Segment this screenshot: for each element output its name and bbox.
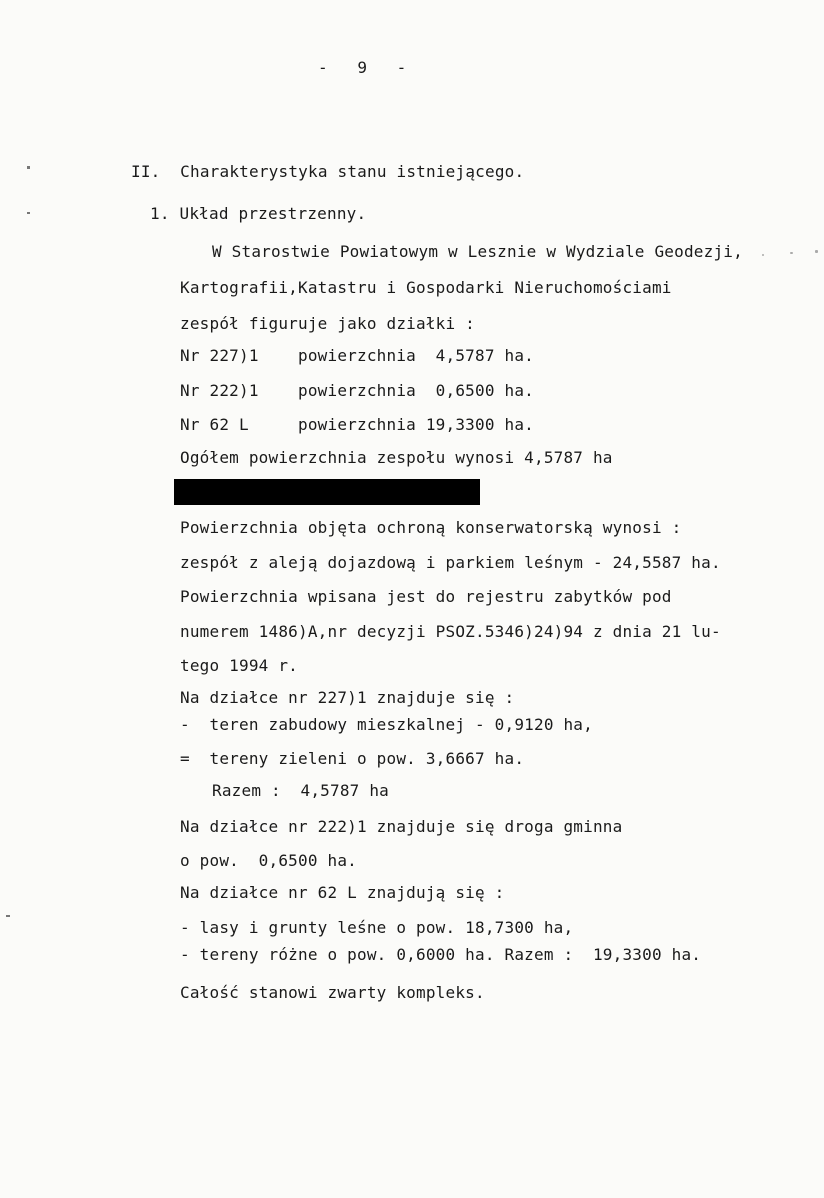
paragraph-line: zespół figuruje jako działki : (180, 314, 475, 333)
section-heading: II. Charakterystyka stanu istniejącego. (131, 162, 525, 181)
closing-line: Całość stanowi zwarty kompleks. (180, 983, 485, 1002)
margin-mark (27, 212, 30, 214)
parcel-line: Nr 227)1 powierzchnia 4,5787 ha. (180, 346, 534, 365)
scan-speck (762, 254, 764, 256)
scan-speck (790, 252, 793, 254)
paragraph-line: Na działce nr 227)1 znajduje się : (180, 688, 515, 707)
paragraph-line: Powierzchnia objęta ochroną konserwatorską wynosi : (180, 518, 682, 537)
paragraph-line: Na działce nr 222)1 znajduje się droga gminna (180, 817, 623, 836)
subsection-heading: 1. Układ przestrzenny. (150, 204, 367, 223)
redaction-bar (174, 479, 480, 505)
paragraph-line: numerem 1486)A,nr decyzji PSOZ.5346)24)94 z dnia 21 lu- (180, 622, 721, 641)
total-line: Ogółem powierzchnia zespołu wynosi 4,5787 ha (180, 448, 613, 467)
page-number: - 9 - (318, 58, 407, 77)
paragraph-line: Na działce nr 62 L znajdują się : (180, 883, 505, 902)
list-item: - lasy i grunty leśne o pow. 18,7300 ha, (180, 918, 574, 937)
list-item: = tereny zieleni o pow. 3,6667 ha. (180, 749, 525, 768)
parcel-line: Nr 222)1 powierzchnia 0,6500 ha. (180, 381, 534, 400)
paragraph-line: Kartografii,Katastru i Gospodarki Nieruchomościami (180, 278, 672, 297)
margin-mark (27, 166, 30, 169)
paragraph-line: W Starostwie Powiatowym w Lesznie w Wydziale Geodezji, (212, 242, 743, 261)
paragraph-line: zespół z aleją dojazdową i parkiem leśnym - 24,5587 ha. (180, 553, 721, 572)
paragraph-line: tego 1994 r. (180, 656, 298, 675)
list-item: - tereny różne o pow. 0,6000 ha. Razem : 19,3300 ha. (180, 945, 702, 964)
list-item: - teren zabudowy mieszkalnej - 0,9120 ha, (180, 715, 593, 734)
paragraph-line: o pow. 0,6500 ha. (180, 851, 357, 870)
margin-mark (6, 915, 10, 917)
subtotal-line: Razem : 4,5787 ha (212, 781, 389, 800)
parcel-line: Nr 62 L powierzchnia 19,3300 ha. (180, 415, 534, 434)
scan-speck (815, 250, 818, 253)
paragraph-line: Powierzchnia wpisana jest do rejestru zabytków pod (180, 587, 672, 606)
